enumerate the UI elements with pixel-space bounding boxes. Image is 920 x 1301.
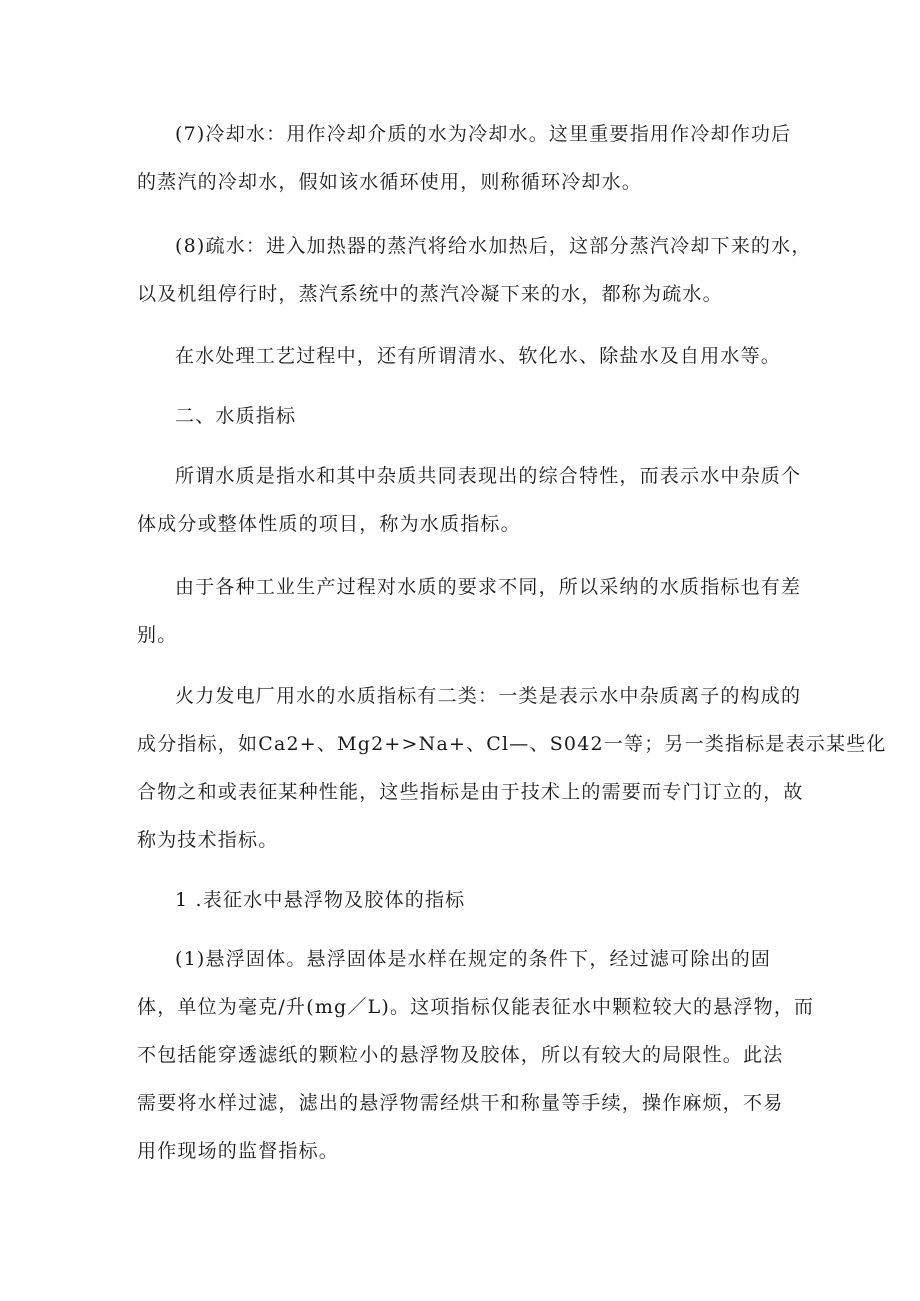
text-line: 体成分或整体性质的项目，称为水质指标。 bbox=[137, 513, 521, 535]
text-line: (7)冷却水：用作冷却介质的水为冷却水。这里重要指用作冷却作功后 bbox=[175, 123, 792, 145]
text-line: 火力发电厂用水的水质指标有二类：一类是表示水中杂质离子的构成的 bbox=[175, 685, 802, 707]
text-line: 不包括能穿透滤纸的颗粒小的悬浮物及胶体，所以有较大的局限性。此法 bbox=[137, 1044, 784, 1066]
text-line: 由于各种工业生产过程对水质的要求不同，所以采纳的水质指标也有差 bbox=[175, 576, 802, 598]
paragraph-drain-water bbox=[137, 222, 812, 318]
text-line: 在水处理工艺过程中，还有所谓清水、软化水、除盐水及自用水等。 bbox=[175, 345, 782, 367]
text-line: 合物之和或表征某种性能，这些指标是由于技术上的需要而专门订立的，故 bbox=[137, 781, 804, 803]
text-line: 用作现场的监督指标。 bbox=[137, 1140, 340, 1162]
heading-text: 1 .表征水中悬浮物及胶体的指标 bbox=[175, 889, 466, 911]
text-line: 别。 bbox=[137, 624, 178, 646]
heading-text: 二、水质指标 bbox=[175, 405, 297, 427]
paragraph-quality-differences bbox=[137, 563, 802, 659]
paragraph-power-plant-indices bbox=[137, 672, 887, 864]
text-line: 称为技术指标。 bbox=[137, 829, 279, 851]
section-heading-water-quality bbox=[137, 392, 797, 440]
paragraph-other-water bbox=[137, 332, 797, 380]
text-line: (1)悬浮固体。悬浮固体是水样在规定的条件下，经过滤可除出的固 bbox=[175, 948, 772, 970]
paragraph-quality-definition bbox=[137, 452, 802, 548]
text-line: 体，单位为毫克/升(mg／L)。这项指标仅能表征水中颗粒较大的悬浮物，而 bbox=[137, 996, 815, 1018]
text-line: 需要将水样过滤，滤出的悬浮物需经烘干和称量等手续，操作麻烦，不易 bbox=[137, 1092, 784, 1114]
text-line: 成分指标，如Ca2+、Mg2+>Na+、Cl—、S042一等；另一类指标是表示某些化 bbox=[137, 733, 887, 755]
subsection-heading-suspended-matter bbox=[137, 876, 797, 924]
paragraph-cooling-water bbox=[137, 110, 797, 206]
text-line: (8)疏水：进入加热器的蒸汽将给水加热后，这部分蒸汽冷却下来的水， bbox=[175, 235, 812, 257]
paragraph-suspended-solids bbox=[137, 935, 815, 1175]
text-line: 所谓水质是指水和其中杂质共同表现出的综合特性，而表示水中杂质个 bbox=[175, 465, 802, 487]
text-line: 以及机组停行时，蒸汽系统中的蒸汽冷凝下来的水，都称为疏水。 bbox=[137, 283, 723, 305]
text-line: 的蒸汽的冷却水，假如该水循环使用，则称循环冷却水。 bbox=[137, 171, 643, 193]
